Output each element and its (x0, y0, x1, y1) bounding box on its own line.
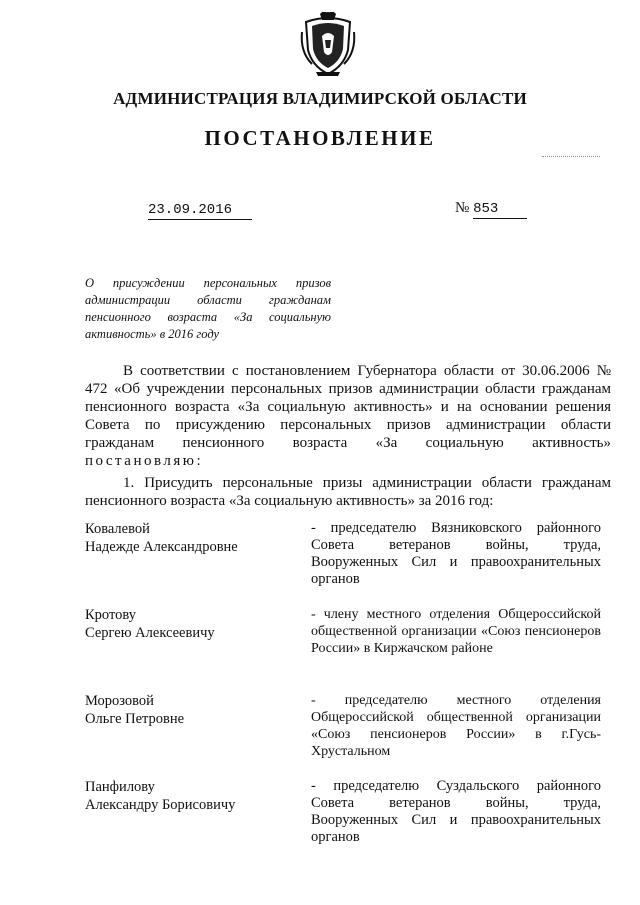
role-line: общественной организации «Союз пенсионеров (311, 624, 601, 639)
recipient-given-names: Александру Борисовичу (85, 797, 236, 813)
role-line: - председателю Суздальского районного (311, 778, 601, 794)
document-date: 23.09.2016 (148, 202, 252, 220)
preamble-line: пенсионного возраста «За социальную активность» и на основании решения (85, 399, 611, 415)
coat-of-arms-emblem (298, 12, 358, 78)
preamble-line: В соответствии с постановлением Губернатора области от 30.06.2006 № (123, 363, 611, 379)
role-line: органов (311, 829, 360, 845)
number-sign: № (455, 200, 470, 216)
role-line: Совета ветеранов войны, труда, (311, 537, 601, 553)
organization-title: АДМИНИСТРАЦИЯ ВЛАДИМИРСКОЙ ОБЛАСТИ (113, 89, 527, 108)
role-line: «Союз пенсионеров России» в г.Гусь- (311, 727, 601, 742)
role-line: - члену местного отделения Общероссийской (311, 607, 601, 622)
recipient-role (311, 778, 601, 846)
recipient-given-names: Сергею Алексеевичу (85, 625, 215, 641)
document-number (455, 200, 527, 219)
number-value: 853 (473, 201, 527, 219)
recipient-given-names: Ольге Петровне (85, 711, 185, 727)
recipient-surname: Кротову (85, 607, 136, 623)
subject-line: пенсионного возраста «За социальную (85, 310, 331, 324)
preamble-line: гражданам пенсионного возраста «За социальную активность» (85, 435, 611, 451)
recipient-name (85, 606, 285, 642)
role-line: Вооруженных Сил и правоохранительных (311, 554, 601, 570)
role-line: Общероссийской общественной организации (311, 710, 601, 725)
item-line: 1. Присудить персональные призы администрации области гражданам (123, 475, 611, 491)
recipient-name (85, 692, 285, 728)
recipient-entry (85, 692, 611, 778)
recipient-entry (85, 606, 611, 692)
scan-artifact (542, 156, 600, 157)
subject-line: активность» в 2016 году (85, 327, 220, 341)
role-line: - председателю Вязниковского районного (311, 520, 601, 536)
recipient-entry (85, 778, 611, 864)
preamble-line: 472 «Об учреждении персональных призов администрации области гражданам (85, 381, 611, 397)
recipient-role (311, 606, 601, 657)
role-line: - председателю местного отделения (311, 693, 601, 708)
recipient-given-names: Надежде Александровне (85, 539, 238, 555)
item-line: пенсионного возраста «За социальную активность» за 2016 год: (85, 493, 494, 509)
recipient-surname: Морозовой (85, 693, 154, 709)
recipient-role (311, 692, 601, 760)
recipient-name (85, 520, 285, 556)
recipient-entry (85, 520, 611, 606)
role-line: Вооруженных Сил и правоохранительных (311, 812, 601, 828)
document-body (85, 362, 611, 510)
subject-line: О присуждении персональных призов (85, 276, 331, 290)
decree-word: постановляю: (85, 453, 204, 469)
preamble-paragraph (85, 362, 611, 470)
recipient-surname: Панфилову (85, 779, 155, 795)
subject-line: администрации области гражданам (85, 293, 331, 307)
document-subject (85, 275, 331, 343)
recipient-surname: Ковалевой (85, 521, 150, 537)
item-1-paragraph (85, 474, 611, 510)
preamble-line: Совета по присуждению персональных призов администрации области (85, 417, 611, 433)
role-line: России» в Киржачском районе (311, 641, 493, 656)
role-line: органов (311, 571, 360, 587)
recipient-role (311, 520, 601, 588)
recipient-list (85, 520, 611, 864)
role-line: Совета ветеранов войны, труда, (311, 795, 601, 811)
document-type-title: ПОСТАНОВЛЕНИЕ (204, 126, 436, 150)
role-line: Хрустальном (311, 744, 391, 759)
recipient-name (85, 778, 285, 814)
